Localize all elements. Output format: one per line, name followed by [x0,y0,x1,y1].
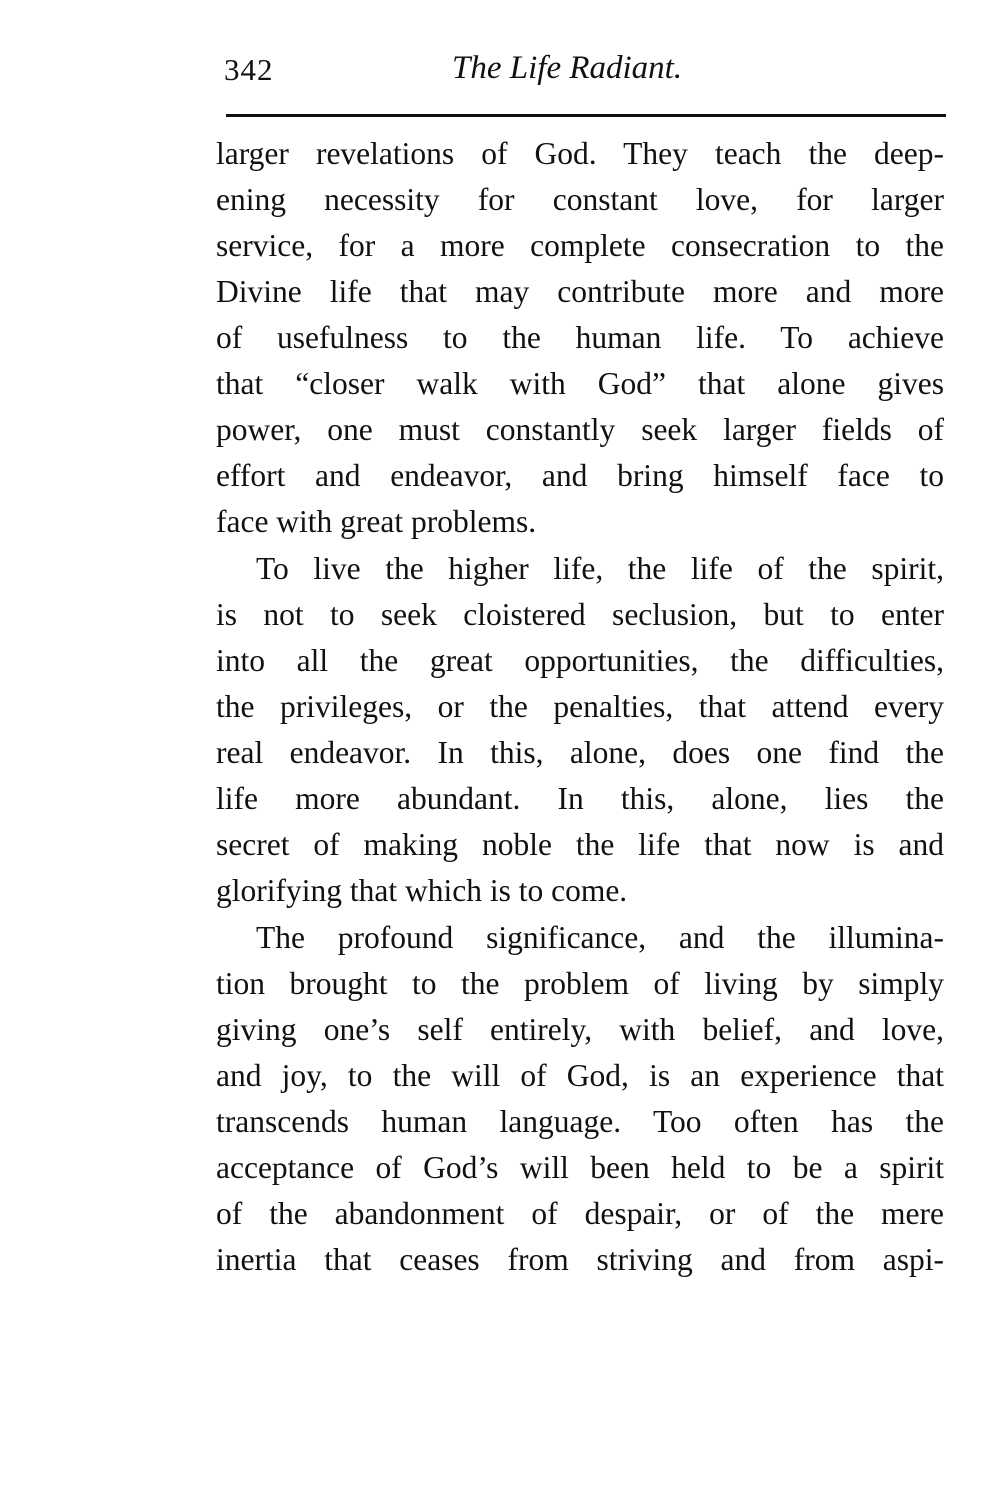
text-line: secret of making noble the life that now is and [216,827,944,862]
text-line: inertia that ceases from striving and from aspi- [216,1242,944,1277]
text-line: To live the higher life, the life of the spirit, [256,551,944,586]
text-line: is not to seek cloistered seclusion, but to enter [216,597,944,632]
text-line: The profound significance, and the illumina- [256,920,944,955]
paragraph-3 [216,915,944,1283]
text-line: life more abundant. In this, alone, lies the [216,781,944,816]
text-line: ening necessity for constant love, for larger [216,182,944,217]
text-line: face with great problems. [216,504,537,539]
text-line: power, one must constantly seek larger fields of [216,412,944,447]
text-line: of the abandonment of despair, or of the mere [216,1196,944,1231]
body-text [216,131,944,1283]
text-line: service, for a more complete consecration to the [216,228,944,263]
text-line: transcends human language. Too often has the [216,1104,944,1139]
text-line: tion brought to the problem of living by simply [216,966,944,1001]
header-rule [226,114,946,117]
text-line: acceptance of God’s will been held to be a spirit [216,1150,944,1185]
text-line: of usefulness to the human life. To achieve [216,320,944,355]
text-line: giving one’s self entirely, with belief, and love, [216,1012,944,1047]
running-head [222,48,944,98]
text-line: into all the great opportunities, the difficulties, [216,643,944,678]
text-line: glorifying that which is to come. [216,873,628,908]
page-number: 342 [224,52,274,87]
text-line: and joy, to the will of God, is an experience that [216,1058,944,1093]
text-line: effort and endeavor, and bring himself face to [216,458,944,493]
paragraph-1 [216,131,944,545]
text-line: Divine life that may contribute more and more [216,274,944,309]
text-line: larger revelations of God. They teach the deep- [216,136,944,171]
text-line: the privileges, or the penalties, that attend every [216,689,944,724]
running-title: The Life Radiant. [452,50,683,86]
text-line: that “closer walk with God” that alone gives [216,366,944,401]
text-line: real endeavor. In this, alone, does one find the [216,735,944,770]
paragraph-2 [216,546,944,914]
